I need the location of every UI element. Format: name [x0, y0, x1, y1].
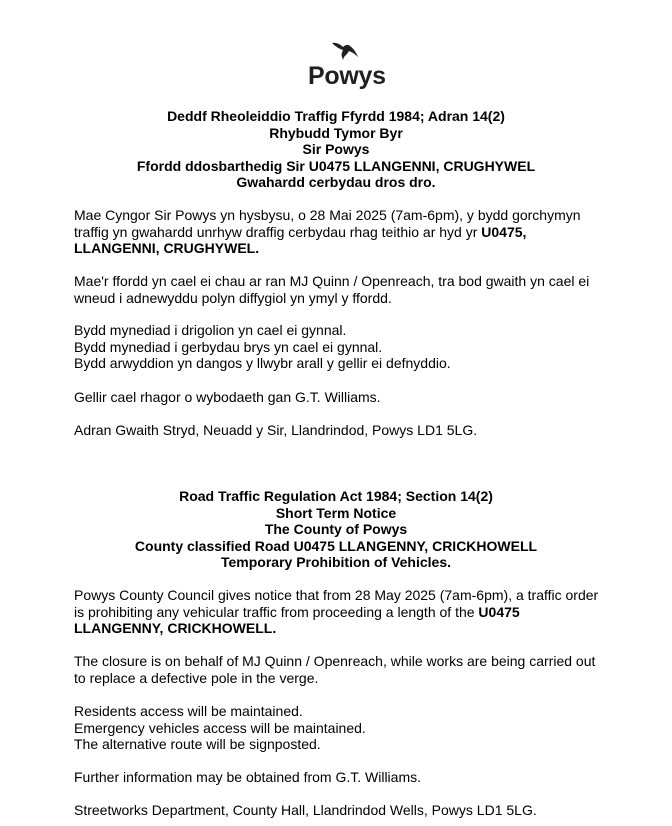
notice-line: Mae Cyngor Sir Powys yn hysbysu, o 28 Mai 2025 (7am-6pm), y bydd gorchymyn	[74, 207, 581, 223]
english-access-paragraph	[74, 703, 634, 753]
access-line: The alternative route will be signposted.	[74, 736, 321, 752]
access-line: Residents access will be maintained.	[74, 703, 303, 719]
notice-text: is prohibiting any vehicular traffic from proceeding a length of the	[74, 603, 479, 620]
logo-text: Powys	[308, 62, 386, 90]
welsh-heading	[0, 108, 672, 191]
notice-text: traffig yn gwahardd unrhyw draffig cerbydau rhag teithio ar hyd yr	[74, 223, 482, 240]
road-name-bold: LLANGENNY, CRICKHOWELL.	[74, 620, 277, 636]
notice-line	[74, 240, 634, 257]
heading-line: County classified Road U0475 LLANGENNY, CRICKHOWELL	[134, 537, 538, 554]
heading-line: Gwahardd cerbydau dros dro.	[236, 174, 436, 190]
reason-line: wneud i adnewyddu polyn diffygiol yn ymyl y ffordd.	[74, 289, 392, 306]
english-address-paragraph	[74, 802, 634, 819]
info-line: Further information may be obtained from G.T. Williams.	[74, 769, 422, 785]
english-notice-paragraph	[74, 587, 634, 637]
info-line: Gellir cael rhagor o wybodaeth gan G.T. Williams.	[74, 389, 381, 405]
access-line: Bydd mynediad i gerbydau brys yn cael ei gynnal.	[74, 338, 383, 355]
road-name-bold: U0475	[478, 603, 520, 620]
welsh-info-paragraph	[74, 389, 634, 406]
notice-line: Powys County Council gives notice that from 28 May 2025 (7am-6pm), a traffic order	[74, 587, 599, 603]
heading-line: Temporary Prohibition of Vehicles.	[220, 554, 451, 570]
notice-line	[74, 620, 634, 637]
welsh-address-paragraph	[74, 422, 634, 439]
access-line: Bydd arwyddion yn dangos y llwybr arall y gellir ei defnyddio.	[74, 355, 451, 371]
heading-line: Rhybudd Tymor Byr	[269, 124, 403, 141]
english-reason-paragraph	[74, 653, 634, 686]
notice-line	[74, 224, 634, 241]
kite-bird-icon	[330, 40, 360, 62]
road-name-bold: U0475,	[481, 223, 527, 240]
reason-line: to replace a defective pole in the verge.	[74, 669, 319, 686]
welsh-reason-paragraph	[74, 273, 634, 306]
english-heading	[0, 488, 672, 571]
heading-line: Road Traffic Regulation Act 1984; Section 14(2)	[179, 488, 493, 504]
heading-line: Deddf Rheoleiddio Traffig Ffyrdd 1984; Adran 14(2)	[167, 108, 505, 124]
address-line: Adran Gwaith Stryd, Neuadd y Sir, Llandrindod, Powys LD1 5LG.	[74, 422, 478, 438]
powys-logo	[300, 40, 390, 92]
heading-line: Ffordd ddosbarthedig Sir U0475 LLANGENNI, CRUGHYWEL	[136, 157, 536, 174]
heading-line: Short Term Notice	[275, 504, 397, 521]
welsh-access-paragraph	[74, 322, 634, 372]
address-line: Streetworks Department, County Hall, Llandrindod Wells, Powys LD1 5LG.	[74, 802, 537, 818]
notice-line	[74, 604, 634, 621]
heading-line: Sir Powys	[302, 141, 370, 157]
access-line: Bydd mynediad i drigolion yn cael ei gynnal.	[74, 322, 347, 338]
english-info-paragraph	[74, 769, 634, 786]
welsh-notice-paragraph	[74, 207, 634, 257]
reason-line: The closure is on behalf of MJ Quinn / Openreach, while works are being carried out	[74, 653, 596, 669]
road-name-bold: LLANGENNI, CRUGHYWEL.	[74, 240, 260, 256]
reason-line: Mae'r ffordd yn cael ei chau ar ran MJ Quinn / Openreach, tra bod gwaith yn cael ei	[74, 273, 590, 289]
access-line: Emergency vehicles access will be maintained.	[74, 719, 366, 736]
heading-line: The County of Powys	[264, 521, 408, 537]
